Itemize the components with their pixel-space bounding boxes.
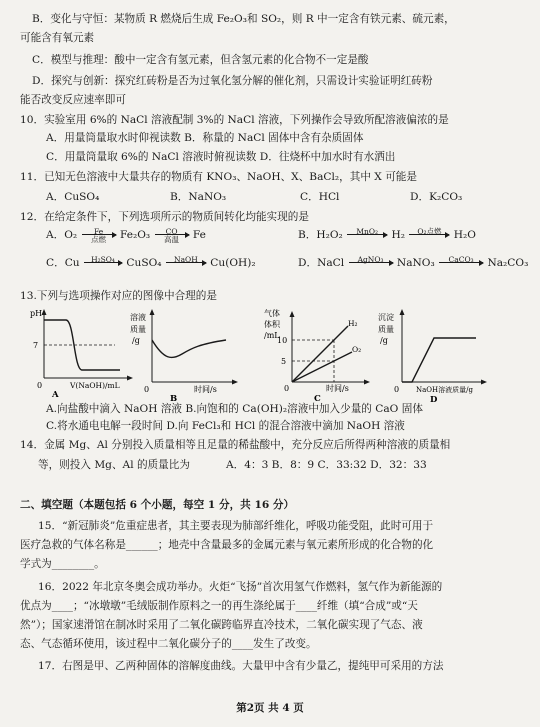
svg-text:时间/s: 时间/s — [194, 385, 217, 394]
svg-text:O₂: O₂ — [352, 345, 362, 354]
arrow-icon: CaCO₃ — [439, 256, 483, 270]
svg-text:0: 0 — [144, 385, 150, 394]
section-2-heading: 二、填空题（本题包括 6 个小题，每空 1 分，共 16 分） — [20, 499, 295, 511]
arrow-icon: NaOH — [166, 256, 206, 270]
svg-text:体积: 体积 — [264, 320, 280, 329]
question-10-cd: C．用量筒量取 6%的 NaCl 溶液时俯视读数 D．往烧杯中加水时有水洒出 — [46, 151, 396, 163]
option-b-text: B．变化与守恒：某物质 R 燃烧后生成 Fe₂O₃和 SO₂，则 R 中一定含有铁元素、硫元素， — [32, 13, 455, 25]
question-10: 10．实验室用 6%的 NaCl 溶液配制 3%的 NaCl 溶液，下列操作会导致所配溶液偏浓的是 — [20, 114, 449, 126]
graph-b — [130, 308, 240, 403]
svg-text:气体: 气体 — [264, 309, 280, 318]
question-16-cont2: 然”）；国家速滑馆在制冰时采用了二氧化碳跨临界直冷技术，二氧化碳实现了气态、液 — [20, 619, 423, 631]
svg-text:/g: /g — [132, 336, 140, 345]
question-14: 14．金属 Mg、Al 分别投入质量相等且足量的稀盐酸中，充分反应后所得两种溶液的质量相 — [20, 439, 451, 451]
svg-text:时间/s: 时间/s — [326, 384, 349, 393]
svg-text:10: 10 — [277, 336, 288, 345]
q12-option-b: B．H₂O₂ MnO₂ H₂ O₂点燃 H₂O — [298, 227, 476, 241]
q11-option-a: A．CuSO₄ — [46, 191, 100, 203]
arrow-icon: AgNO₃ — [349, 256, 393, 270]
svg-text:pH: pH — [30, 309, 43, 318]
question-13-ab: A.向盐酸中滴入 NaOH 溶液 B.向饱和的 Ca(OH)₂溶液中加入少量的 CaO 固体 — [46, 403, 423, 415]
svg-text:溶液: 溶液 — [130, 313, 146, 322]
arrow-icon: MnO₂ — [347, 228, 387, 242]
question-15: 15．“新冠肺炎”危重症患者，其主要表现为肺部纤维化，呼吸功能受阻，此时可用于 — [38, 520, 434, 532]
page-footer: 第2页 共 4 页 — [236, 702, 304, 714]
graph-a — [30, 308, 135, 398]
question-15-cont2: 学式为________。 — [20, 558, 105, 570]
svg-text:C: C — [314, 394, 321, 404]
svg-text:沉淀: 沉淀 — [378, 313, 394, 322]
question-15-cont1: 医疗急救的气体名称是______；地壳中含量最多的金属元素与氧元素所形成的化合物的化 — [20, 539, 434, 551]
question-10-ab: A．用量筒量取水时仰视读数 B．称量的 NaCl 固体中含有杂质固体 — [46, 132, 364, 144]
arrow-icon: H₂SO₄ — [84, 256, 122, 270]
svg-text:0: 0 — [394, 385, 400, 394]
question-11: 11．已知无色溶液中大量共存的物质有 KNO₃、NaOH、X、BaCl₂，其中 X 可能是 — [20, 171, 417, 183]
question-13-cd: C.将水通电电解一段时间 D.向 FeCl₃和 HCl 的混合溶液中滴加 NaOH 溶液 — [46, 420, 405, 432]
option-b-cont: 可能含有氧元素 — [20, 32, 95, 44]
question-17: 17．右图是甲、乙两种固体的溶解度曲线。大量甲中含有少量乙，提纯甲可采用的方法 — [38, 660, 444, 672]
graph-d — [376, 308, 488, 404]
svg-text:A: A — [52, 390, 59, 398]
q11-option-b: B．NaNO₃ — [170, 191, 227, 203]
arrow-icon: Fe 点燃 — [82, 228, 116, 242]
svg-text:/mL: /mL — [264, 331, 280, 340]
svg-text:NaOH溶液质量/g: NaOH溶液质量/g — [416, 386, 473, 394]
arrow-icon: CO 高温 — [155, 228, 189, 242]
svg-text:7: 7 — [33, 341, 39, 350]
q11-option-c: C．HCl — [300, 191, 340, 203]
svg-text:V(NaOH)/mL: V(NaOH)/mL — [70, 381, 120, 390]
svg-text:/g: /g — [380, 336, 388, 345]
svg-text:0: 0 — [37, 381, 43, 390]
option-d-cont: 能否改变反应速率即可 — [20, 94, 126, 106]
q12-option-d: D．NaCl AgNO₃ NaNO₃ CaCO₃ Na₂CO₃ — [298, 255, 529, 269]
svg-text:质量: 质量 — [130, 325, 146, 334]
option-d-text: D．探究与创新：探究红砖粉是否为过氧化氢分解的催化剂，只需设计实验证明红砖粉 — [32, 75, 433, 87]
svg-text:0: 0 — [284, 384, 290, 393]
question-14-cont: 等，则投入 Mg、Al 的质量比为 — [38, 459, 190, 471]
question-16: 16．2022 年北京冬奥会成功举办。火炬“飞扬”首次用氢气作燃料，氢气作为新能源的 — [38, 581, 443, 593]
question-16-cont1: 优点为____；“冰墩墩”毛绒版制作原料之一的再生涤纶属于____纤维（填“合成”或“天 — [20, 600, 418, 612]
svg-text:H₂: H₂ — [348, 319, 358, 328]
svg-text:5: 5 — [281, 357, 287, 366]
arrow-icon: O₂点燃 — [409, 228, 449, 242]
question-13: 13.下列与选项操作对应的图像中合理的是 — [20, 290, 217, 302]
svg-text:B: B — [170, 394, 178, 403]
question-14-options: A．4：3 B．8：9 C．33:32 D．32：33 — [226, 459, 427, 471]
option-c-text: C．模型与推理：酸中一定含有氢元素，但含氢元素的化合物不一定是酸 — [32, 54, 369, 66]
svg-text:D: D — [430, 395, 438, 404]
graph-c — [262, 304, 372, 404]
svg-text:质量: 质量 — [378, 325, 394, 334]
q12-option-c: C．Cu H₂SO₄ CuSO₄ NaOH Cu(OH)₂ — [46, 255, 256, 269]
q11-option-d: D．K₂CO₃ — [410, 191, 463, 203]
q12-option-a: A．O₂ Fe 点燃 Fe₂O₃ CO 高温 Fe — [46, 227, 206, 244]
question-16-cont3: 态、气态循环使用，该过程中二氧化碳分子的____发生了改变。 — [20, 638, 317, 650]
question-12: 12．在给定条件下，下列选项所示的物质间转化均能实现的是 — [20, 211, 309, 223]
